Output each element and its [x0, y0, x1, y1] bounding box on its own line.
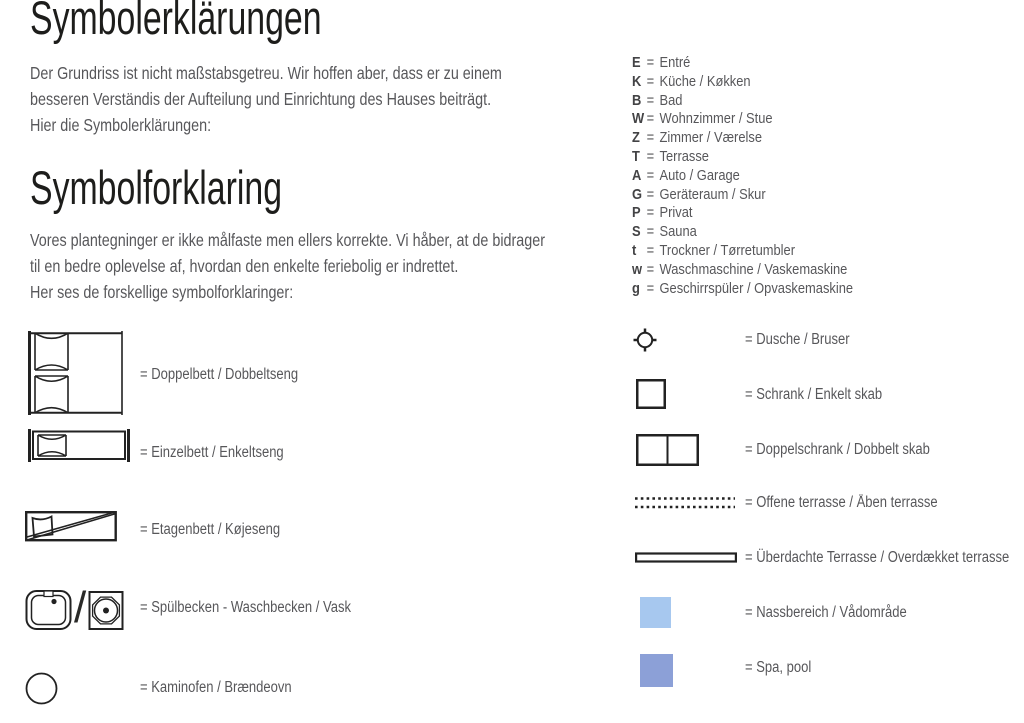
code-row: [632, 204, 853, 223]
code-letter: Z: [632, 129, 640, 147]
code-row: [632, 73, 853, 92]
washbasin-icon: [88, 590, 125, 631]
code-row: [632, 186, 853, 205]
symbol-label: = Doppelschrank / Dobbelt skab: [745, 441, 930, 458]
page-title-german: Symbolerklärungen: [30, 0, 322, 44]
code-label: Auto / Garage: [659, 166, 740, 184]
code-row: [632, 129, 853, 148]
code-label: Geschirrspüler / Opvaskemaskine: [659, 279, 854, 297]
equals-sign: =: [646, 241, 655, 259]
text-line: Der Grundriss ist nicht maßstabsgetreu. Wir hoffen aber, dass er zu einem: [30, 63, 502, 83]
code-label: Sauna: [659, 223, 697, 241]
code-row: [632, 92, 853, 111]
double-closet-icon: [636, 434, 699, 466]
symbol-label: = Nassbereich / Vådområde: [745, 604, 907, 621]
equals-sign: =: [646, 72, 655, 90]
code-row: [632, 167, 853, 186]
code-letter: B: [632, 91, 642, 109]
code-label: Privat: [659, 204, 693, 222]
text-line: besseren Verständis der Aufteilung und Einrichtung des Hauses beiträgt.: [30, 89, 492, 109]
code-row: [632, 110, 853, 129]
code-letter: S: [632, 223, 641, 241]
equals-sign: =: [646, 110, 655, 128]
code-row: [632, 242, 853, 261]
code-letter: G: [632, 185, 643, 203]
code-row: [632, 280, 853, 299]
code-letter: t: [632, 241, 637, 259]
open-terrace-icon: [635, 496, 735, 510]
shower-icon: [633, 328, 657, 352]
code-row: [632, 148, 853, 167]
code-letter: T: [632, 147, 640, 165]
code-row: [632, 54, 853, 73]
equals-sign: =: [646, 279, 655, 297]
symbol-label: = Etagenbett / Køjeseng: [140, 521, 281, 538]
text-line: Hier die Symbolerklärungen:: [30, 115, 212, 135]
kitchen-sink-icon: [25, 588, 72, 631]
code-label: Terrasse: [659, 147, 709, 165]
code-label: Geräteraum / Skur: [659, 185, 766, 203]
equals-sign: =: [646, 223, 655, 241]
symbol-label: = Einzelbett / Enkeltseng: [140, 444, 284, 461]
code-row: [632, 223, 853, 242]
equals-sign: =: [646, 204, 655, 222]
single-closet-icon: [636, 379, 666, 409]
symbol-label: = Dusche / Bruser: [745, 331, 850, 348]
equals-sign: =: [646, 129, 655, 147]
intro-text-danish: [30, 227, 545, 305]
single-bed-icon: [25, 429, 133, 462]
symbol-label: = Schrank / Enkelt skab: [745, 386, 883, 403]
double-bed-icon: [25, 331, 127, 415]
code-row: [632, 261, 853, 280]
code-letter: W: [632, 110, 645, 128]
text-line: Vores plantegninger er ikke målfaste men ellers korrekte. Vi håber, at de bidrager: [30, 230, 546, 250]
stove-icon: [25, 672, 58, 705]
covered-terrace-icon: [635, 552, 737, 563]
code-letter: E: [632, 54, 641, 71]
text-line: til en bedre oplevelse af, hvordan den enkelte feriebolig er indrettet.: [30, 256, 459, 276]
room-code-list: [632, 54, 889, 298]
symbol-label: = Offene terrasse / Åben terrasse: [745, 494, 938, 511]
code-label: Küche / Køkken: [659, 72, 751, 90]
equals-sign: =: [646, 260, 655, 278]
code-letter: P: [632, 204, 641, 222]
equals-sign: =: [646, 91, 655, 109]
text-line: Her ses de forskellige symbolforklaringer:: [30, 282, 294, 302]
code-label: Zimmer / Værelse: [659, 129, 763, 147]
slash-separator: /: [74, 583, 87, 632]
code-label: Wohnzimmer / Stue: [659, 110, 773, 128]
code-label: Entré: [659, 54, 691, 71]
intro-text-german: [30, 60, 502, 138]
equals-sign: =: [646, 185, 655, 203]
equals-sign: =: [646, 166, 655, 184]
page-title-danish: Symbolforklaring: [30, 161, 283, 214]
code-label: Waschmaschine / Vaskemaskine: [659, 260, 848, 278]
symbol-label: = Spülbecken - Waschbecken / Vask: [140, 599, 351, 616]
symbol-label: = Spa, pool: [745, 659, 812, 676]
bunk-bed-icon: [25, 511, 117, 542]
symbol-label: = Doppelbett / Dobbeltseng: [140, 366, 299, 383]
pool-swatch: [640, 654, 673, 687]
wet-area-swatch: [640, 597, 671, 628]
symbol-label: = Überdachte Terrasse / Overdækket terrasse: [745, 549, 1010, 566]
code-label: Trockner / Tørretumbler: [659, 241, 795, 259]
code-letter: g: [632, 279, 640, 297]
code-letter: K: [632, 72, 642, 90]
code-label: Bad: [659, 91, 683, 109]
equals-sign: =: [646, 147, 655, 165]
symbol-label: = Kaminofen / Brændeovn: [140, 679, 292, 696]
code-letter: A: [632, 166, 642, 184]
equals-sign: =: [646, 54, 655, 71]
code-letter: w: [632, 260, 643, 278]
